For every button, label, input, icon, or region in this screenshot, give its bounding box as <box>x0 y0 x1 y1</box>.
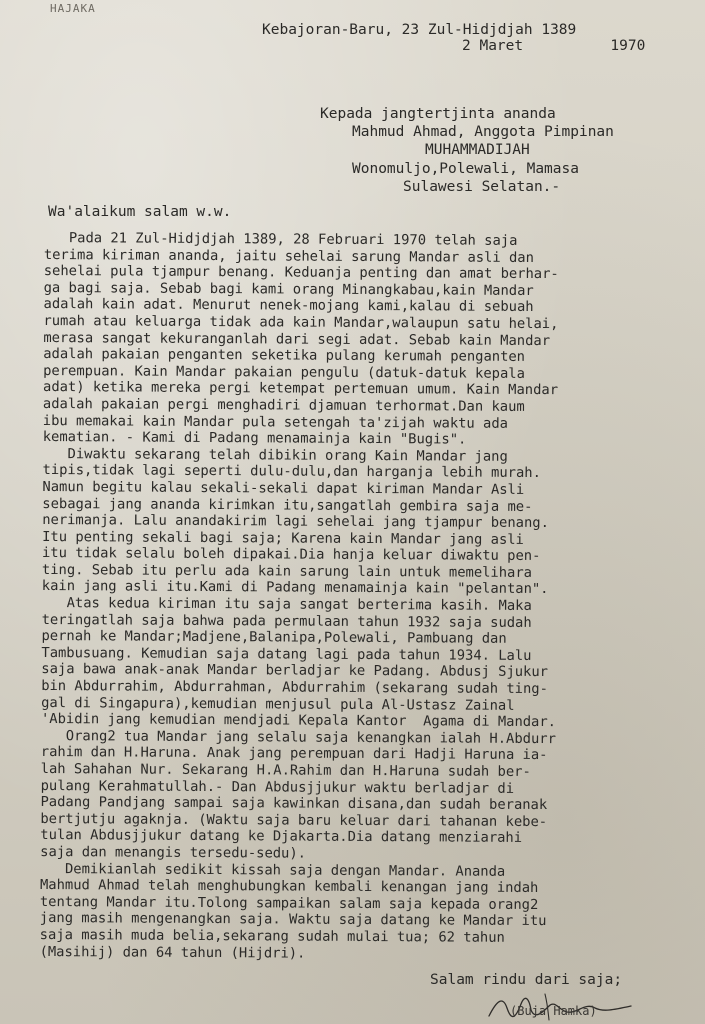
body-line: bertjutju agaknja. (Waktu saja baru keluar dari tahanan kebe- <box>40 810 548 830</box>
body-line: Orang2 tua Mandar jang selalu saja kenangkan ialah H.Abdurr <box>40 727 556 747</box>
body-line: Tambusuang. Kemudian saja datang lagi pada tahun 1934. Lalu <box>41 644 532 664</box>
addressee-line: Sulawesi Selatan.- <box>403 179 561 195</box>
corner-mark: HAJAKA <box>50 2 96 15</box>
body-line: teringatlah saja bahwa pada permulaan tahun 1932 saja sudah <box>41 611 532 631</box>
body-line: pernah ke Mandar;Madjene,Balanipa,Polewali, Pambuang dan <box>41 628 507 648</box>
place-date-line2: 2 Maret 1970 <box>462 38 646 54</box>
body-line: Pada 21 Zul-Hidjdjah 1389, 28 Februari 1970 telah saja <box>43 230 518 249</box>
addressee-line: Kepada jangtertjinta ananda <box>320 106 556 122</box>
addressee-line: MUHAMMADIJAH <box>425 142 530 158</box>
body-line: tulan Abdusjjukur datang ke Djakarta.Dia datang menziarahi <box>40 827 523 847</box>
body-line: Itu penting sekali bagi saja; Karena kain Mandar jang asli <box>42 528 524 548</box>
body-line: adalah kain adat. Menurut nenek-mojang kami,kalau di sebuah <box>43 296 534 316</box>
body-line: adalah pakaian penganten seketika pulang kerumah penganten <box>43 346 526 366</box>
body-line: saja masih muda belia,sekarang sudah mulai tua; 62 tahun <box>39 926 505 946</box>
body-line: Padang Pandjang sampai saja kawinkan disana,dan sudah beranak <box>40 794 548 814</box>
body-line: Demikianlah sedikit kissah saja dengan Mandar. Ananda <box>40 860 506 880</box>
body-line: gal di Singapura),kemudian menjusul pula Al-Ustasz Zainal <box>41 694 515 714</box>
body-line: merasa sangat kekuranganlah dari segi adat. Sebab kain Mandar <box>43 329 551 349</box>
letter-body <box>40 230 694 964</box>
addressee-line: Wonomuljo,Polewali, Mamasa <box>352 161 579 177</box>
body-line: sebagai jang ananda kirimkan itu,sangatlah gembira saja me- <box>42 495 533 515</box>
salutation: Wa'alaikum salam w.w. <box>48 204 232 220</box>
body-line: saja dan menangis tersedu-sedu). <box>40 843 307 862</box>
body-line: Diwaktu sekarang telah dibikin orang Kain Mandar jang <box>42 445 508 465</box>
place-date-line1: Kebajoran-Baru, 23 Zul-Hidjdjah 1389 <box>262 22 577 38</box>
body-line: lah Sahahan Nur. Sekarang H.A.Rahim dan H.Haruna sudah ber- <box>40 760 531 780</box>
body-line: perempuan. Kain Mandar pakaian pengulu (datuk-datuk kepala <box>43 362 525 382</box>
addressee-line: Mahmud Ahmad, Anggota Pimpinan <box>352 124 614 140</box>
body-line: itu tidak selalu boleh dipakai.Dia hanja keluar diwaktu pen- <box>41 545 541 565</box>
body-line: terima kiriman ananda, jaitu sehelai sarung Mandar asli dan <box>43 246 534 266</box>
body-line: Namun begitu kalau sekali-sekali dapat kiriman Mandar Asli <box>42 478 525 498</box>
body-line: (Masihij) dan 64 tahun (Hijdri). <box>39 943 306 962</box>
body-line: saja bawa anak-anak Mandar berladjar ke Padang. Abdusj Sjukur <box>41 661 549 681</box>
body-line: Mahmud Ahmad telah menghubungkan kembali kenangan jang indah <box>39 877 539 897</box>
body-line: tipis,tidak lagi seperti dulu-dulu,dan harganja lebih murah. <box>42 462 541 482</box>
body-line: sehelai pula tjampur benang. Keduanja penting dan amat berhar- <box>43 263 559 283</box>
body-line: bin Abdurrahim, Abdurrahman, Abdurrahim (sekarang sudah ting- <box>41 678 548 698</box>
body-line: ting. Sebab itu perlu ada kain sarung lain untuk memelihara <box>41 561 533 581</box>
body-line: Atas kedua kiriman itu saja sangat berterima kasih. Maka <box>41 595 532 615</box>
body-line: kain jang asli itu.Kami di Padang menamainja kain "pelantan". <box>41 578 549 598</box>
body-line: adalah pakaian pergi menghadiri djamuan terhormat.Dan kaum <box>42 395 525 415</box>
body-line: rumah atau keluarga tidak ada kain Mandar,walaupun satu helai, <box>43 312 559 333</box>
body-line: ga bagi saja. Sebab bagi kami orang Minangkabau,kain Mandar <box>43 279 534 299</box>
place-date <box>262 22 645 54</box>
signature-name: (Buja Hamka) <box>510 1004 597 1018</box>
body-line: jang masih mengenangkan saja. Waktu saja datang ke Mandar itu <box>39 910 547 930</box>
body-line: ibu memakai kain Mandar pula setengah ta'zijah waktu ada <box>42 412 509 432</box>
body-line: nerimanja. Lalu anandakirim lagi sehelai jang tjampur benang. <box>42 512 549 532</box>
body-line: kematian. - Kami di Padang menamainja kain "Bugis". <box>42 429 467 448</box>
body-line: adat) ketika mereka pergi ketempat pertemuan umum. Kain Mandar <box>42 379 559 399</box>
body-line: rahim dan H.Haruna. Anak jang perempuan dari Hadji Haruna ia- <box>40 744 548 764</box>
closing-line: Salam rindu dari saja; <box>430 972 623 988</box>
body-line: pulang Kerahmatullah.- Dan Abdusjjukur waktu berladjar di <box>40 777 515 797</box>
body-line: tentang Mandar itu.Tolong sampaikan salam saja kepada orang2 <box>39 893 539 913</box>
body-line: 'Abidin jang kemudian mendjadi Kepala Kantor Agama di Mandar. <box>40 711 557 731</box>
